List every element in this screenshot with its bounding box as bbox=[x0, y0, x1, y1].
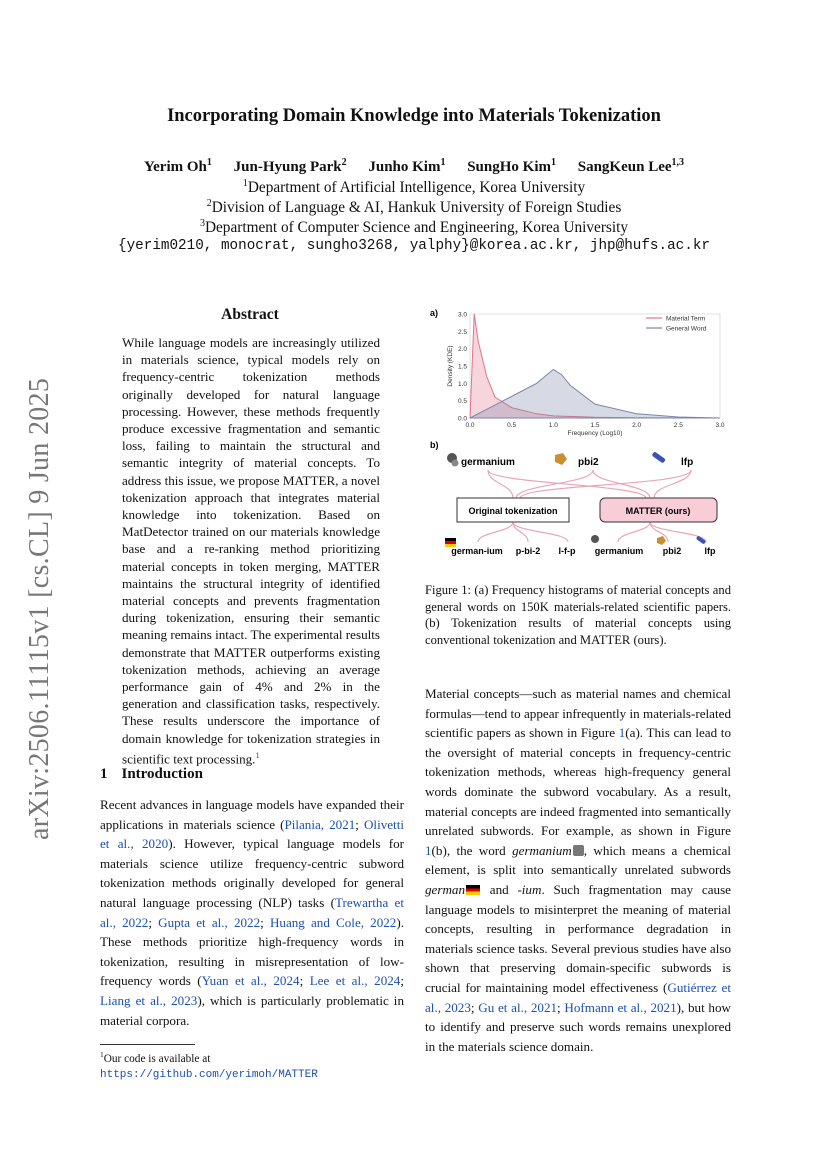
pbi2-word-icon bbox=[555, 453, 567, 465]
x-tick-label: 0.5 bbox=[507, 422, 517, 429]
token-pbi2: pbi2 bbox=[662, 546, 682, 556]
citation-link[interactable]: Gupta et al., 2022 bbox=[158, 914, 261, 930]
citation-link[interactable]: Lee et al., 2024 bbox=[309, 973, 401, 989]
section-heading-introduction: 1 Introduction bbox=[100, 766, 203, 782]
pbi2-token-icon bbox=[657, 536, 666, 545]
x-tick-label: 2.5 bbox=[673, 422, 683, 429]
panel-a-label: a) bbox=[430, 308, 439, 318]
figure-caption: Figure 1: (a) Frequency histograms of material concepts and general words on 150K materials-related scientific papers. (b) Tokenization results of material concepts using conventional tokenization and MATTER (ours). bbox=[425, 583, 731, 647]
introduction-paragraph: Recent advances in language models have expanded their applications in materials science (Pilania, 2021; Olivetti et al., 2020). However, typical language models for materials science utilize frequency-centric subword tokenization methods originally developed for general natural language processing (NLP) tasks (Trewartha et al., 2022; Gupta et al., 2022; Huang and Cole, 2022). These methods prioritize high-frequency words in tokenization, resulting in misrepresentation of low-frequency words (Yuan et al., 2024; Lee et al., 2024; Liang et al., 2023), which is particularly problematic in material corpora. bbox=[100, 797, 404, 1028]
footnote: $^1$Our code is available at https://github.com/yerimoh/MATTER bbox=[100, 1050, 318, 1081]
legend-label: General Word bbox=[666, 325, 707, 333]
original-tokenization-label: Original tokenization bbox=[468, 506, 558, 516]
citation-link[interactable]: Liang et al., 2023 bbox=[100, 992, 198, 1008]
paper-title: Incorporating Domain Knowledge into Materials Tokenization bbox=[167, 106, 661, 126]
arxiv-sidebar-id: arXiv:2506.11115v1 [cs.CL] 9 Jun 2025 bbox=[24, 377, 55, 840]
material-concepts-paragraph: Material concepts—such as material names and chemical formulas—tend to appear infrequently in materials-related scientific papers as shown in Figure 1(a). This can lead to the oversight of material concepts in frequency-centric tokenization methods, whereas high-frequency general words dominate the subword vocabulary. As a result, material concepts are indeed fragmented into semantically unrelated subwords. For example, as shown in Figure 1(b), the word germanium , which means a chemical element, is split into semantically unrelated subwords german and -ium. Such fragmentation may cause language models to misinterpret the meaning of material concepts, resulting in performance degradation in materials science tasks. Several previous studies have also shown that preserving domain-specific subwords is crucial for maintaining model effectiveness (Gutiérrez et al., 2023; Gu et al., 2021; Hofmann et al., 2021), but how to identify and preserve such words remains unexplored in the materials science domain. bbox=[425, 686, 731, 1054]
y-tick-label: 2.5 bbox=[457, 328, 467, 336]
token-l-f-p: l-f-p bbox=[558, 546, 576, 556]
x-tick-label: 2.0 bbox=[632, 422, 642, 429]
series-area-general-word bbox=[470, 370, 720, 419]
y-tick-label: 3.0 bbox=[457, 311, 467, 319]
x-tick-label: 1.5 bbox=[590, 422, 600, 429]
x-tick-label: 3.0 bbox=[715, 422, 725, 429]
top-word-germanium: germanium bbox=[461, 457, 515, 468]
x-tick-label: 1.0 bbox=[548, 422, 558, 429]
affiliation: $^1$Department of Artificial Intelligence, Korea University bbox=[242, 178, 586, 197]
y-axis-label: Density (KDE) bbox=[447, 345, 454, 387]
author: Junho Kim$^1$ bbox=[368, 157, 446, 175]
figure-ref-link[interactable]: 1 bbox=[618, 725, 626, 741]
y-tick-label: 1.5 bbox=[457, 363, 467, 371]
figure-ref-link[interactable]: 1 bbox=[425, 842, 432, 858]
y-tick-label: 2.0 bbox=[457, 346, 467, 354]
top-word-pbi2: pbi2 bbox=[578, 457, 599, 468]
citation-link[interactable]: Huang and Cole, 2022 bbox=[269, 914, 397, 930]
y-tick-label: 0.5 bbox=[457, 398, 467, 406]
citation-link[interactable]: Yuan et al., 2024 bbox=[201, 973, 300, 989]
code-url-link[interactable]: https://github.com/yerimoh/MATTER bbox=[100, 1068, 318, 1081]
figure-1 bbox=[428, 304, 733, 574]
germanium-word-icon bbox=[447, 453, 459, 467]
citation-link[interactable]: Pilania, 2021 bbox=[284, 816, 356, 832]
author-emails: {yerim0210, monocrat, sungho3268, yalphy}@korea.ac.kr, jhp@hufs.ac.kr bbox=[118, 238, 710, 254]
x-tick-label: 0.0 bbox=[465, 422, 475, 429]
token-lfp: lfp bbox=[704, 546, 716, 556]
citation-link[interactable]: Gutiérrez et al., 2023 bbox=[425, 979, 731, 1015]
density-chart bbox=[447, 312, 725, 438]
footnote-mark[interactable]: 1 bbox=[255, 749, 260, 760]
y-tick-label: 0.0 bbox=[457, 415, 467, 423]
germanium-icon bbox=[573, 845, 584, 856]
top-word-lfp: lfp bbox=[681, 457, 694, 468]
token-germanium: germanium bbox=[594, 546, 644, 556]
legend-label: Material Term bbox=[666, 315, 706, 323]
token-p-bi-2: p-bi-2 bbox=[515, 546, 541, 556]
affiliation: $^3$Department of Computer Science and Engineering, Korea University bbox=[199, 218, 629, 237]
footnote-rule bbox=[100, 1044, 195, 1045]
citation-link[interactable]: Trewartha et al., 2022 bbox=[100, 894, 404, 930]
x-axis-label: Frequency (Log10) bbox=[567, 430, 623, 437]
citation-link[interactable]: Olivetti et al., 2020 bbox=[100, 816, 404, 852]
author: Yerim Oh$^1$ bbox=[143, 157, 212, 175]
token-german-ium: german-ium bbox=[451, 546, 503, 556]
author: SangKeun Lee$^{1,3}$ bbox=[577, 157, 685, 175]
y-tick-label: 1.0 bbox=[457, 380, 467, 388]
citation-link[interactable]: Hofmann et al., 2021 bbox=[564, 999, 677, 1015]
affiliation: $^2$Division of Language & AI, Hankuk University of Foreign Studies bbox=[206, 198, 622, 217]
citation-link[interactable]: Gu et al., 2021 bbox=[478, 999, 558, 1015]
author: Jun-Hyung Park$^2$ bbox=[233, 157, 347, 175]
matter-label: MATTER (ours) bbox=[625, 506, 691, 516]
abstract-text: While language models are increasingly utilized in materials science, typical models rely on frequency-centric tokenization methods originally developed for natural language processing. However, these methods frequently produce excessive fragmentation and semantic loss, failing to maintain the structural and semantic integrity of material concepts. To address this issue, we propose MATTER, a novel tokenization approach that integrates material knowledge into tokenization. Based on MatDetector trained on our materials knowledge base and a re-ranking method prioritizing material concepts in token merging, MATTER maintains the structural integrity of identified material concepts and prevents fragmentation during tokenization, ensuring their semantic meaning remains intact. The experimental results demonstrate that MATTER outperforms existing tokenization methods, achieving an average performance gain of 4% and 2% in the generation and classification tasks, respectively. These results underscore the importance of domain knowledge for tokenization strategies in scientific text processing.$^1$ bbox=[122, 335, 380, 767]
panel-b-label: b) bbox=[430, 440, 439, 450]
abstract-heading: Abstract bbox=[221, 306, 279, 323]
author: SungHo Kim$^1$ bbox=[467, 157, 556, 175]
lfp-word-icon bbox=[652, 451, 666, 463]
author-list bbox=[0, 157, 828, 176]
german-flag-icon bbox=[466, 885, 480, 895]
germanium-token-icon bbox=[591, 535, 599, 543]
